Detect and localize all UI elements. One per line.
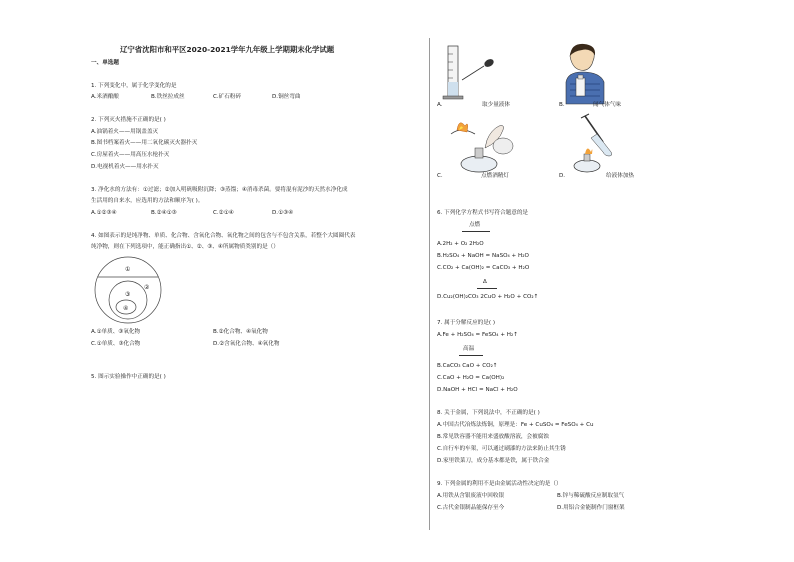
q5-option-d-letter: D. [559, 173, 566, 179]
q6-stem: 6. 下列化学方程式书写符合题意的是 [437, 210, 529, 216]
q6-option-d: D.Cu₂(OH)₂CO₃ 2CuO + H₂O + CO₂↑ [437, 294, 539, 300]
classification-circles-diagram [92, 256, 164, 324]
q3-stem-line-2: 生活用的自来水，应选用的方法和顺序为( )。 [91, 198, 204, 204]
q1-option-c: C.矿石粉碎 [213, 94, 242, 100]
q5-option-a-caption: 取少量液体 [482, 102, 510, 108]
section-heading: 一、单选题 [91, 60, 119, 66]
q6-option-b: B.H₂SO₄ + NaOH = NaSO₄ + H₂O [437, 253, 529, 259]
lighting-alcohol-lamp-figure [445, 118, 515, 174]
q7-option-c: C.CaO + H₂O = Ca(OH)₂ [437, 375, 505, 381]
q5-option-c-caption: 点燃酒精灯 [481, 173, 509, 179]
q5-option-b-letter: B. [559, 102, 565, 108]
q2-option-d: D.电视机着火——用水扑灭 [91, 164, 159, 170]
q4-option-a: A.①单质、③氧化物 [91, 329, 141, 335]
q8-stem: 8. 关于金属，下列说法中，不正确的是( ) [437, 410, 540, 416]
q8-option-a: A.中国古代冶炼法炼铜，原理是：Fe + CuSO₄ = FeSO₄ + Cu [437, 422, 594, 428]
q6-reaction-bar-d [477, 288, 497, 289]
q8-option-d: D.家里铁菜刀，成分基本都是铁，属于铁合金 [437, 458, 550, 464]
q1-stem: 1. 下列变化中，属于化学变化的是 [91, 83, 177, 89]
q4-stem-line-2: 纯净物，则在下列选项中，能正确指出①、②、③、④所属物质类别的是（） [91, 244, 279, 250]
q1-option-b: B.铁丝拉成丝 [151, 94, 185, 100]
q7-reaction-bar-b [459, 355, 483, 356]
q6-option-a: A.2H₂ + O₂ 2H₂O [437, 241, 484, 247]
smelling-gas-figure [560, 42, 616, 104]
q9-option-c: C.古代金银制品能保存至今 [437, 505, 505, 511]
q6-option-c: C.CO₂ + Ca(OH)₂ = CaCO₃ + H₂O [437, 265, 530, 271]
q4-stem-line-1: 4. 如图表示的是纯净物、单质、化合物、含氧化合物、氧化物之间的包含与不包含关系，若整个大圆圈代表 [91, 233, 356, 239]
q9-option-b: B.锌与稀硫酸反应制取氢气 [557, 493, 625, 499]
q7-condition-high-temp: 高温 [463, 346, 475, 352]
circle-label-1: ① [125, 266, 131, 273]
circle-label-2: ② [144, 284, 150, 291]
circle-label-3: ③ [125, 291, 131, 298]
q7-option-b: B.CaCO₃ CaO + CO₂↑ [437, 363, 498, 369]
q7-stem: 7. 属于分解反应的是( ) [437, 320, 496, 326]
circle-label-4: ④ [123, 305, 129, 312]
q3-option-a: A.①②③④ [91, 210, 117, 216]
q6-reaction-bar-a [462, 231, 490, 232]
q5-option-d-caption: 给液体加热 [606, 173, 634, 179]
q5-option-a-letter: A. [437, 102, 443, 108]
q6-condition-heat: Δ [483, 279, 487, 285]
column-divider [429, 38, 430, 530]
q3-option-d: D.①③④ [272, 210, 294, 216]
q8-option-b: B.常见铁容器不能用来盛放酸溶液，会被腐蚀 [437, 434, 549, 440]
q5-stem: 5. 图示实验操作中正确的是( ) [91, 374, 166, 380]
q4-option-d: D.②含氧化合物、④氧化物 [213, 341, 280, 347]
q2-option-a: A.油锅着火——用锅盖盖灭 [91, 129, 159, 135]
q5-option-c-letter: C. [437, 173, 443, 179]
q4-option-c: C.①单质、③化合物 [91, 341, 141, 347]
q3-option-b: B.②④①③ [151, 210, 177, 216]
q7-option-a: A.Fe + H₂SO₄ = FeSO₄ + H₂↑ [437, 332, 518, 338]
heating-liquid-figure [565, 112, 621, 174]
graduated-cylinder-dropper-figure [440, 44, 502, 102]
q9-option-a: A.用铁从含银废液中回收银 [437, 493, 505, 499]
q2-stem: 2. 下列灭火措施不正确的是( ) [91, 117, 166, 123]
q1-option-d: D.铜丝弯曲 [272, 94, 301, 100]
q7-option-d: D.NaOH + HCl = NaCl + H₂O [437, 387, 518, 393]
q5-option-b-caption: 闻气体气味 [593, 102, 621, 108]
q3-stem-line-1: 3. 净化水的方法有：①过滤；②加入明矾吸附沉降；③蒸馏；④消毒杀菌。要将混有泥沙的天然水净化成 [91, 187, 348, 193]
q9-stem: 9. 下列金属的利用不是由金属活动性决定的是（） [437, 481, 562, 487]
page-title: 辽宁省沈阳市和平区2020-2021学年九年级上学期期末化学试题 [120, 45, 335, 54]
q9-option-d: D.用铝合金能制作门窗框架 [557, 505, 625, 511]
q1-option-a: A.米酒酿酿 [91, 94, 119, 100]
q4-option-b: B.②化合物、④氧化物 [213, 329, 268, 335]
q8-option-c: C.自行车的车架，可以通过刷漆的方法来防止其生锈 [437, 446, 566, 452]
q6-condition-ignite: 点燃 [469, 222, 481, 228]
q3-option-c: C.②①④ [213, 210, 234, 216]
q2-option-c: C.房屋着火——用高压水枪扑灭 [91, 152, 170, 158]
q2-option-b: B.图书档案着火——用二氧化碳灭火器扑灭 [91, 140, 198, 146]
